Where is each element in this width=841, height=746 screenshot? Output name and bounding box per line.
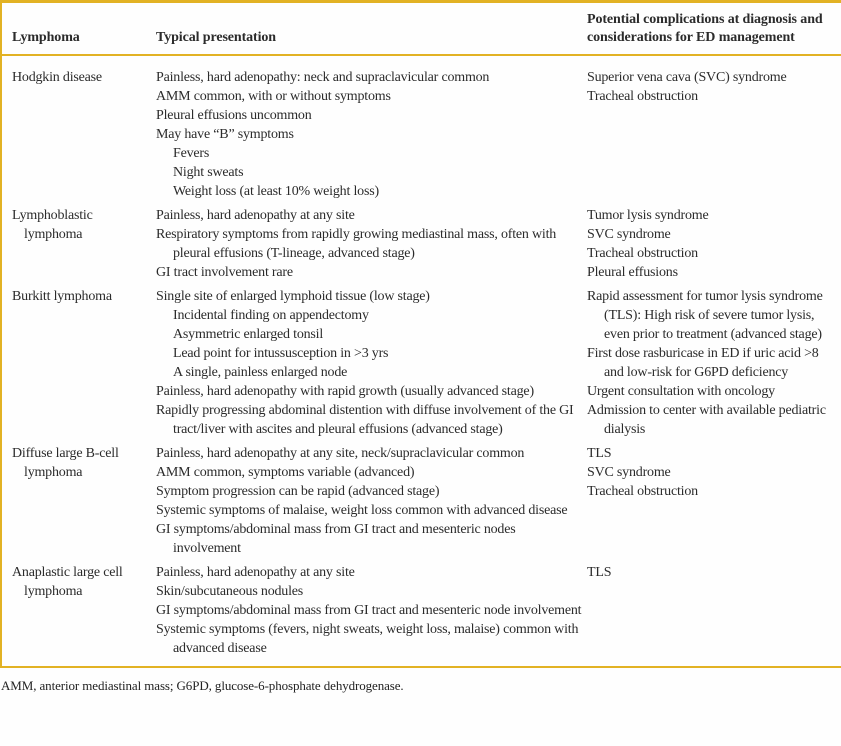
presentation-cell [156, 201, 587, 282]
presentation-item: Symptom progression can be rapid (advanced stage) [156, 484, 440, 499]
lymphoma-cell [1, 201, 156, 282]
presentation-cell [156, 282, 587, 439]
presentation-item: Pleural effusions uncommon [156, 108, 312, 123]
col-header-typical-presentation: Typical presentation [156, 2, 587, 56]
complications-cell [587, 558, 841, 667]
complications-cell [587, 55, 841, 201]
complication-item: Tracheal obstruction [587, 246, 698, 261]
complication-item: TLS [587, 565, 612, 580]
presentation-item: GI symptoms/abdominal mass from GI tract and mesenteric node involvement [156, 603, 582, 618]
lymphoma-cell [1, 282, 156, 439]
col-header-complications: Potential complications at diagnosis and considerations for ED management [587, 2, 841, 56]
lymphoma-cell [1, 55, 156, 201]
presentation-item: AMM common, with or without symptoms [156, 89, 391, 104]
lymphoma-name: Anaplastic large cell lymphoma [12, 565, 123, 599]
complication-item: Admission to center with available pediatric dialysis [587, 403, 826, 437]
presentation-item: Respiratory symptoms from rapidly growing mediastinal mass, often with pleural effusions (T-lineage, advanced stage) [156, 227, 557, 261]
presentation-cell [156, 439, 587, 558]
complication-item: Rapid assessment for tumor lysis syndrome (TLS): High risk of severe tumor lysis, even prior to treatment (advanced stage) [587, 289, 823, 342]
table-row [1, 55, 841, 201]
complication-item: Tracheal obstruction [587, 484, 698, 499]
presentation-item: A single, painless enlarged node [173, 365, 348, 380]
presentation-item: GI symptoms/abdominal mass from GI tract and mesenteric nodes involvement [156, 522, 516, 556]
presentation-item: Systemic symptoms (fevers, night sweats, weight loss, malaise) common with advanced disease [156, 622, 579, 656]
table-row [1, 439, 841, 558]
complications-cell [587, 201, 841, 282]
complication-item: Pleural effusions [587, 265, 678, 280]
complication-item: SVC syndrome [587, 227, 671, 242]
complication-item: Tracheal obstruction [587, 89, 698, 104]
col-header-lymphoma: Lymphoma [1, 2, 156, 56]
presentation-item: Asymmetric enlarged tonsil [173, 327, 324, 342]
presentation-item: Skin/subcutaneous nodules [156, 584, 304, 599]
table-row [1, 201, 841, 282]
presentation-item: Painless, hard adenopathy at any site, neck/supraclavicular common [156, 446, 525, 461]
complication-item: Urgent consultation with oncology [587, 384, 775, 399]
presentation-cell [156, 55, 587, 201]
presentation-item: Incidental finding on appendectomy [173, 308, 369, 323]
complication-item: TLS [587, 446, 612, 461]
lymphoma-name: Burkitt lymphoma [12, 289, 112, 304]
lymphoma-name: Hodgkin disease [12, 70, 102, 85]
presentation-item: Painless, hard adenopathy: neck and supraclavicular common [156, 70, 490, 85]
presentation-item: Single site of enlarged lymphoid tissue (low stage) [156, 289, 430, 304]
presentation-item: Weight loss (at least 10% weight loss) [173, 184, 379, 199]
presentation-cell [156, 558, 587, 667]
footnote: AMM, anterior mediastinal mass; G6PD, glucose-6-phosphate dehydrogenase. [1, 678, 404, 693]
presentation-item: GI tract involvement rare [156, 265, 293, 280]
complication-item: Tumor lysis syndrome [587, 208, 709, 223]
table-header-row [1, 2, 841, 56]
table-row [1, 282, 841, 439]
lymphoma-cell [1, 558, 156, 667]
presentation-item: Fevers [173, 146, 210, 161]
complications-cell [587, 282, 841, 439]
presentation-item: Rapidly progressing abdominal distention with diffuse involvement of the GI tract/liver with ascites and pleural effusions (advanced stage) [156, 403, 574, 437]
presentation-item: Lead point for intussusception in >3 yrs [173, 346, 389, 361]
lymphoma-cell [1, 439, 156, 558]
presentation-item: Night sweats [173, 165, 244, 180]
presentation-item: Painless, hard adenopathy with rapid growth (usually advanced stage) [156, 384, 534, 399]
complication-item: First dose rasburicase in ED if uric acid >8 and low-risk for G6PD deficiency [587, 346, 819, 380]
presentation-item: AMM common, symptoms variable (advanced) [156, 465, 415, 480]
presentation-item: Painless, hard adenopathy at any site [156, 565, 355, 580]
lymphoma-name: Diffuse large B-cell lymphoma [12, 446, 119, 480]
presentation-item: May have “B” symptoms [156, 127, 294, 142]
complications-cell [587, 439, 841, 558]
lymphoma-name: Lymphoblastic lymphoma [12, 208, 93, 242]
complication-item: SVC syndrome [587, 465, 671, 480]
presentation-item: Painless, hard adenopathy at any site [156, 208, 355, 223]
table-body [1, 55, 841, 667]
table-row [1, 558, 841, 667]
presentation-item: Systemic symptoms of malaise, weight loss common with advanced disease [156, 503, 568, 518]
complication-item: Superior vena cava (SVC) syndrome [587, 70, 787, 85]
